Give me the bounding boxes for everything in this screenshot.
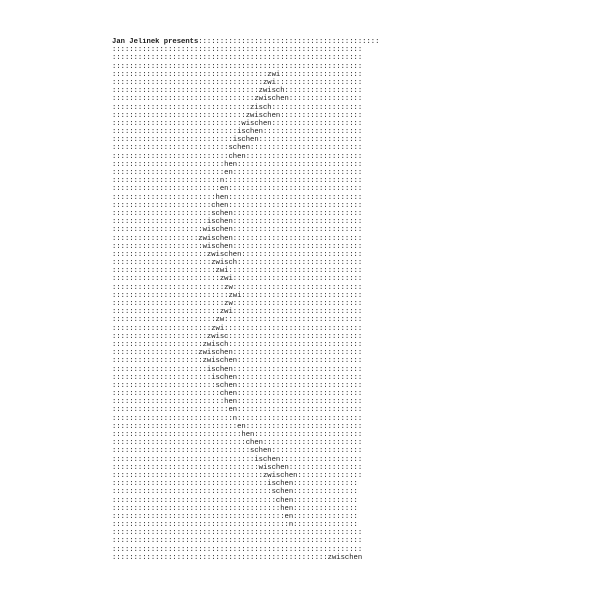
keyword-fragment: en	[284, 512, 294, 521]
ascii-art-row	[112, 537, 490, 545]
keyword-fragment: zw	[224, 300, 233, 308]
filler-text: :::::::::::::::::::::::::::::::::	[112, 455, 255, 464]
filler-text: :::::::::::::::::::::::::::::	[237, 414, 363, 423]
ascii-art-row	[112, 104, 490, 112]
ascii-art-row	[112, 447, 490, 455]
ascii-art-row	[112, 275, 490, 283]
keyword-fragment: zwischen	[206, 250, 242, 259]
ascii-art-row	[112, 423, 490, 431]
filler-text: :::::::::::::::::::::	[271, 119, 363, 128]
ascii-art-row	[112, 112, 490, 120]
filler-text: ::::::::::::::::::::::::::::::	[232, 226, 363, 235]
ascii-art-row	[112, 218, 490, 226]
filler-text: :::::::::::::::::::::	[271, 103, 363, 112]
keyword-fragment: zwischen	[198, 234, 233, 243]
filler-text: ::::::::::::::::::::::::::::	[112, 414, 233, 423]
filler-text: ::::::::::::::::::::::::::::::::::::	[112, 70, 268, 79]
keyword-fragment: ischen	[206, 218, 233, 227]
filler-text: :::::::::::::::	[293, 496, 358, 505]
keyword-fragment: n	[288, 521, 294, 530]
keyword-fragment: wischen	[202, 242, 233, 251]
keyword-fragment: hen	[280, 504, 294, 513]
filler-text: :::::::::::::::::::::::::::::::::::	[112, 471, 263, 480]
filler-text: ::::::::::::::::::::::::::	[112, 160, 225, 169]
filler-text: ::::::::::::::::::::::::::::::	[232, 218, 363, 227]
filler-text: :::::::::::::::::::::::::::::::::::	[112, 78, 263, 87]
filler-text: ::::::::::::::::::::::::	[258, 136, 363, 145]
filler-text: ::::::::::::::::::::::::::::::::::::::::::::::::::::::::::	[112, 537, 363, 546]
filler-text: :::::::::::::::::::::::::::::	[237, 406, 363, 415]
filler-text: ::::::::::::::::::::::::::::::::	[224, 316, 363, 325]
filler-text: ::::::::::::::::::::::::	[112, 267, 216, 276]
filler-text: ::::::::::::::::::::::::::	[112, 169, 225, 177]
filler-text: ::::::::::::::::::::::::::::::	[232, 209, 363, 218]
filler-text: :::::::::::::::::::::::::::::::::	[112, 95, 255, 104]
filler-text: ::::::::::::::::::::::::::::::::::::::::::::::::::::::::::	[112, 46, 363, 55]
filler-text: :::::::::::::::::::::::::	[254, 431, 363, 439]
filler-text: :::::::::::::::	[293, 488, 358, 497]
filler-text: :::::::::::::::::::::::	[112, 324, 212, 333]
filler-text: ::::::::::::::::::::::::::::::	[232, 242, 363, 251]
keyword-fragment: zwisch	[211, 259, 238, 268]
filler-text: ::::::::::::::::::::::::::::::	[112, 119, 242, 128]
ascii-art-row	[112, 488, 490, 496]
ascii-art-row	[112, 513, 490, 521]
ascii-art-row	[112, 210, 490, 218]
filler-text: :::::::::::::::::::::::::::::	[237, 357, 363, 366]
ascii-art-row	[112, 185, 490, 193]
filler-text: :::::::::::::::::::::::::::::	[237, 381, 363, 390]
filler-text: :::::::::::::::::::::::	[262, 439, 363, 448]
keyword-fragment: n	[219, 177, 225, 186]
ascii-art-row	[112, 308, 490, 316]
keyword-fragment: wischen	[258, 463, 289, 472]
filler-text: :::::::::::::::::::::::::::::	[237, 373, 363, 382]
filler-text: ::::::::::::::::::::::::::::::::	[224, 324, 363, 333]
filler-text: :::::::::::::::::::::::::	[112, 308, 220, 317]
keyword-fragment: en	[224, 169, 233, 177]
keyword-fragment: zw	[215, 316, 225, 325]
ascii-art-row	[112, 169, 490, 177]
filler-text: ::::::::::::::::::::::::::	[112, 300, 225, 308]
filler-text: :::::::::::::::::::::	[112, 242, 203, 251]
keyword-fragment: ischen	[267, 480, 294, 489]
filler-text: ::::::::::::::::::::::::::::::::::::::::	[112, 512, 285, 521]
filler-text: :::::::::::::::::	[288, 463, 363, 472]
ascii-art-row	[112, 292, 490, 300]
filler-text: ::::::::::::::::::::::::	[112, 381, 216, 390]
ascii-art-row	[112, 243, 490, 251]
filler-text: ::::::::::::::::::::::::	[112, 193, 216, 202]
ascii-art-row	[112, 333, 490, 341]
filler-text: ::::::::::::::::::::::::::::::::::::::::::::::::::::::::::	[112, 545, 363, 554]
ascii-art-row	[112, 366, 490, 374]
filler-text: :::::::::::::::::::::::::::::::::::::::::	[112, 521, 289, 530]
filler-text: :::::::::::::::::::	[280, 111, 363, 120]
filler-text: ::::::::::::::::::::::::::::::::::::	[112, 480, 268, 489]
filler-text: :::::::::::::::::::::::::::::::	[112, 111, 246, 120]
filler-text: :::::::::::::::::::	[280, 70, 363, 79]
keyword-fragment: hen	[224, 160, 238, 169]
filler-text: ::::::::::::::::::::::::::::::::::::::::::::::::::::::::::	[112, 62, 363, 71]
keyword-fragment: en	[219, 185, 229, 194]
filler-text: ::::::::::::::::::::::::::::::::::	[112, 463, 259, 472]
filler-text: ::::::::::::::::::::::::::::::	[232, 234, 363, 243]
ascii-art-row	[112, 177, 490, 185]
keyword-fragment: zwi	[215, 267, 229, 276]
filler-text: :::::::::::::::	[293, 480, 358, 489]
keyword-fragment: zwi	[219, 308, 233, 317]
ascii-art-row	[112, 54, 490, 62]
filler-text: :::::::::::::::::::::::	[112, 373, 212, 382]
keyword-fragment: chen	[219, 390, 238, 399]
filler-text: ::::::::::::::::::::::::::::	[241, 291, 363, 300]
ascii-art-row	[112, 521, 490, 529]
ascii-art-row	[112, 259, 490, 267]
filler-text: :::::::::::::::::::::::::::::	[237, 160, 363, 169]
ascii-art-row	[112, 226, 490, 234]
ascii-art-row	[112, 95, 490, 103]
filler-text: :::::::::::::::::::::::::::	[112, 291, 229, 300]
keyword-fragment: zwisch	[258, 87, 285, 96]
keyword-fragment: schen	[228, 144, 251, 153]
filler-text: :::::::::::::::::::::::	[112, 259, 212, 268]
filler-text: :::::::::::::::	[293, 504, 358, 513]
filler-text: ::::::::::::::::::::::::::::::::::::::::::::::::::::::::::	[112, 54, 363, 63]
keyword-fragment: ischen	[254, 455, 281, 464]
filler-text: ::::::::::::::::::::	[112, 349, 199, 358]
filler-text: ::::::::::::::::::	[284, 87, 363, 96]
ascii-art-row	[112, 120, 490, 128]
filler-text: ::::::::::::::::::::::::::::::::	[224, 177, 363, 186]
filler-text: ::::::::::::::::::::::::::::::::	[112, 103, 251, 112]
filler-text: ::::::::::::::::::::::	[112, 365, 207, 374]
keyword-fragment: hen	[215, 193, 229, 202]
filler-text: ::::::::::::::::::::::	[112, 250, 207, 259]
ascii-art-row	[112, 382, 490, 390]
keyword-fragment: zwisch	[202, 340, 229, 349]
ascii-art-row	[112, 316, 490, 324]
keyword-fragment: zwischen	[202, 357, 238, 366]
filler-text: :::::::::::::::::	[288, 95, 363, 104]
filler-text: :::::::::::::::::::::::::::	[245, 152, 363, 161]
filler-text: ::::::::::::::::::::::::::::::	[232, 365, 363, 374]
keyword-fragment: wischen	[202, 226, 233, 235]
keyword-fragment: zwischen	[245, 111, 281, 120]
ascii-art-row	[112, 472, 490, 480]
ascii-art-block	[112, 38, 490, 562]
filler-text: ::::::::::::::::::::::::	[112, 316, 216, 325]
filler-text: :::::::::::::::::::::::::	[112, 390, 220, 399]
ascii-art-row	[112, 464, 490, 472]
filler-text: ::::::::::::::::::::::::::::::::::	[112, 87, 259, 96]
ascii-art-row	[112, 144, 490, 152]
ascii-art-row	[112, 267, 490, 275]
filler-text: :::::::::::::::::::::::::::::::::::::::	[112, 504, 281, 513]
keyword-fragment: schen	[250, 447, 272, 456]
filler-text: :::::::::::::::::::::	[112, 357, 203, 366]
ascii-art-row	[112, 71, 490, 79]
filler-text: :::::::::::::::::::::::	[262, 128, 363, 137]
filler-text: :::::::::::::::::::::::::::::	[237, 259, 363, 268]
keyword-fragment: zwi	[219, 275, 233, 284]
keyword-fragment: ischen	[211, 373, 238, 382]
ascii-art-row	[112, 153, 490, 161]
keyword-fragment: en	[228, 406, 238, 415]
filler-text: :::::::::::::::::::::::::::	[112, 152, 229, 161]
keyword-fragment: chen	[245, 439, 263, 448]
filler-text: ::::::::::::::::::::::::::::::::::::::::::	[198, 38, 380, 46]
filler-text: :::::::::::::::	[293, 512, 358, 521]
keyword-fragment: ischen	[237, 128, 263, 137]
filler-text: ::::::::::::::::::::::::::::::::	[112, 447, 251, 456]
keyword-fragment: zwisc	[206, 332, 229, 341]
filler-text: ::::::::::::::::::::::	[112, 218, 207, 227]
ascii-art-row	[112, 325, 490, 333]
filler-text: :::::::::::::::::::::::::	[112, 275, 220, 284]
keyword-fragment: chen	[275, 496, 294, 505]
filler-text: ::::::::::::::::::::::::::::::	[232, 308, 363, 317]
ascii-art-row	[112, 284, 490, 292]
filler-text: :::::::::::::::::::::::::::	[112, 406, 229, 415]
filler-text: :::::::::::::::::::::::::::::::	[228, 267, 363, 276]
filler-text: :::::::::::::::::::::::::::	[112, 144, 229, 153]
keyword-fragment: zwischen	[327, 553, 363, 562]
filler-text: :::::::::::::::::::::	[112, 226, 203, 235]
filler-text: :::::::::::::::::::::::::::::::	[228, 185, 363, 194]
filler-text: :::::::::::::::::::::::::::::::	[228, 193, 363, 202]
keyword-fragment: en	[237, 422, 246, 431]
filler-text: ::::::::::::::::::::::::::::	[241, 250, 363, 259]
ascii-art-row	[112, 529, 490, 537]
filler-text: ::::::::::::::::::::::::::::::	[112, 431, 242, 439]
filler-text: ::::::::::::::::::::::::::	[250, 144, 363, 153]
filler-text: ::::::::::::::::::::::::::::	[112, 136, 233, 145]
ascii-art-row	[112, 251, 490, 259]
keyword-fragment: zwischen	[254, 95, 289, 104]
keyword-fragment: chen	[228, 152, 246, 161]
filler-text: ::::::::::::::::::::::::::::::	[232, 283, 363, 292]
filler-text: ::::::::::::::::::::	[275, 78, 363, 87]
ascii-art-row	[112, 415, 490, 423]
ascii-art-row	[112, 161, 490, 169]
filler-text: :::::::::::::::::::::::::::::	[237, 398, 363, 407]
ascii-art-row	[112, 63, 490, 71]
ascii-art-row	[112, 194, 490, 202]
document-title: Jan Jelinek presents	[112, 38, 199, 46]
filler-text: :::::::::::::::::::::	[112, 340, 203, 349]
keyword-fragment: schen	[215, 381, 238, 390]
filler-text: :::::::::::::::::::::::::::::::	[228, 332, 363, 341]
keyword-fragment: wischen	[241, 119, 272, 128]
keyword-fragment: zwi	[267, 70, 281, 79]
ascii-art-row	[112, 439, 490, 447]
keyword-fragment: ischen	[232, 136, 259, 145]
keyword-fragment: zwi	[228, 291, 242, 300]
ascii-art-row	[112, 390, 490, 398]
ascii-art-row	[112, 235, 490, 243]
ascii-art-row	[112, 505, 490, 513]
keyword-fragment: zwischen	[262, 471, 298, 480]
keyword-fragment: ischen	[206, 365, 233, 374]
keyword-fragment: zwi	[262, 78, 276, 87]
filler-text: ::::::::::::::::::::::::::::::::::::::::::::::::::::::::::	[112, 529, 363, 538]
filler-text: :::::::::::::::::::::::::::::	[112, 422, 238, 431]
keyword-fragment: n	[232, 414, 238, 423]
filler-text: :::::::::::::::	[297, 471, 363, 480]
filler-text: ::::::::::::::::::::::::::::::	[232, 300, 363, 308]
keyword-fragment: chen	[211, 201, 229, 210]
filler-text: :::::::::::::::::::::::::::	[245, 422, 363, 431]
filler-text: :::::::::::::::::::::::::	[112, 177, 220, 186]
keyword-fragment: zwischen	[198, 349, 233, 358]
keyword-fragment: zisch	[250, 103, 272, 112]
filler-text: ::::::::::::::::::::::::::::::::::::::::::::::::::	[112, 553, 328, 562]
filler-text: :::::::::::::::::::::::::::::::	[112, 439, 246, 448]
ascii-art-row	[112, 46, 490, 54]
ascii-art-row	[112, 349, 490, 357]
keyword-fragment: hen	[241, 431, 255, 439]
ascii-art-row	[112, 456, 490, 464]
filler-text: ::::::::::::::::::::::::::::::	[232, 349, 363, 358]
keyword-fragment: zwi	[211, 324, 225, 333]
ascii-art-row	[112, 374, 490, 382]
keyword-fragment: zw	[224, 283, 233, 292]
filler-text: :::::::::::::::::::::::::	[112, 185, 220, 194]
ascii-art-row	[112, 357, 490, 365]
ascii-art-row	[112, 480, 490, 488]
filler-text: :::::::::::::::::::::::	[112, 201, 212, 210]
ascii-art-row	[112, 38, 490, 46]
ascii-art-row	[112, 406, 490, 414]
filler-text: :::::::::::::::::::::	[271, 447, 363, 456]
filler-text: ::::::::::::::::::::::::::::::	[232, 169, 363, 177]
filler-text: :::::::::::::::::::::::::::::::	[228, 340, 363, 349]
filler-text: :::::::::::::::::::::::	[112, 209, 212, 218]
filler-text: ::::::::::::::::::::::::::	[112, 283, 225, 292]
ascii-art-row	[112, 87, 490, 95]
ascii-art-row	[112, 341, 490, 349]
ascii-art-row	[112, 497, 490, 505]
keyword-fragment: schen	[211, 209, 233, 218]
filler-text: ::::::::::::::::::::::	[112, 332, 207, 341]
filler-text: ::::::::::::::::::::::::::::::	[232, 275, 363, 284]
ascii-art-row	[112, 554, 490, 562]
filler-text: :::::::::::::::::::	[280, 455, 363, 464]
ascii-art-row	[112, 136, 490, 144]
keyword-fragment: schen	[271, 488, 294, 497]
ascii-art-row	[112, 202, 490, 210]
keyword-fragment: hen	[224, 398, 238, 407]
filler-text: ::::::::::::::::::::::::::::::::::::::	[112, 496, 276, 505]
ascii-art-row	[112, 398, 490, 406]
filler-text: ::::::::::::::::::::::::::	[112, 398, 225, 407]
filler-text: :::::::::::::::::::::::::::::	[112, 128, 238, 137]
filler-text: ::::::::::::::::::::	[112, 234, 199, 243]
ascii-art-row	[112, 79, 490, 87]
filler-text: :::::::::::::::	[293, 521, 358, 530]
ascii-art-row	[112, 546, 490, 554]
ascii-art-row	[112, 431, 490, 439]
filler-text: :::::::::::::::::::::::::::::	[237, 390, 363, 399]
ascii-art-row	[112, 128, 490, 136]
filler-text: :::::::::::::::::::::::::::::::	[228, 201, 363, 210]
filler-text: :::::::::::::::::::::::::::::::::::::	[112, 488, 272, 497]
ascii-art-row	[112, 300, 490, 308]
